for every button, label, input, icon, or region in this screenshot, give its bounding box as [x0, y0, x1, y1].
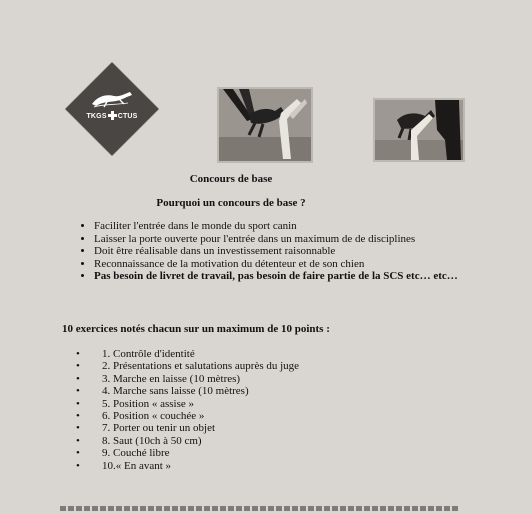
exercises-heading: 10 exercices notés chacun sur un maximum de 10 points : [62, 323, 330, 335]
exercises-list [76, 348, 422, 472]
section-subtitle: Pourquoi un concours de base ? [156, 197, 306, 209]
dog-jumping-photo-image [375, 100, 463, 160]
list-item: • 3. Marche en laisse (10 mètres) [102, 373, 422, 385]
list-item: • 2. Présentations et salutations auprès du juge [102, 360, 422, 372]
page-title: Concours de base [189, 173, 273, 185]
logo-text [64, 111, 160, 120]
list-item: • 1. Contrôle d'identité [102, 348, 422, 360]
dog-jumping-photo-image [219, 89, 311, 161]
list-item: • Doit être réalisable dans un investissement raisonnable [94, 245, 474, 258]
list-item: • 6. Position « couchée » [102, 410, 422, 422]
club-logo-content [64, 84, 160, 134]
list-item: • 10.« En avant » [102, 460, 422, 472]
list-item: • Laisser la porte ouverte pour l'entrée dans un maximum de de disciplines [94, 233, 474, 246]
logo-text-left: TKGS [86, 113, 107, 120]
swiss-cross-icon [108, 111, 117, 120]
list-item: • 9. Couché libre [102, 447, 422, 459]
list-item: • 7. Porter ou tenir un objet [102, 422, 422, 434]
photo-dog-jump-1 [217, 87, 313, 163]
logo-text-right: CTUS [117, 113, 138, 120]
cut-off-text-fragment [60, 506, 458, 511]
list-item: • Pas besoin de livret de travail, pas besoin de faire partie de la SCS etc… etc… [94, 270, 474, 283]
cut-off-text-line [60, 504, 460, 514]
list-item: • 4. Marche sans laisse (10 mètres) [102, 385, 422, 397]
photo-dog-jump-2 [373, 98, 465, 162]
list-item: • 5. Position « assise » [102, 398, 422, 410]
reasons-list [72, 220, 474, 283]
list-item: • Faciliter l'entrée dans le monde du sport canin [94, 220, 474, 233]
list-item: • Reconnaissance de la motivation du détenteur et de son chien [94, 258, 474, 271]
list-item: • 8. Saut (10ch à 50 cm) [102, 435, 422, 447]
dog-emblem-icon [88, 88, 136, 110]
